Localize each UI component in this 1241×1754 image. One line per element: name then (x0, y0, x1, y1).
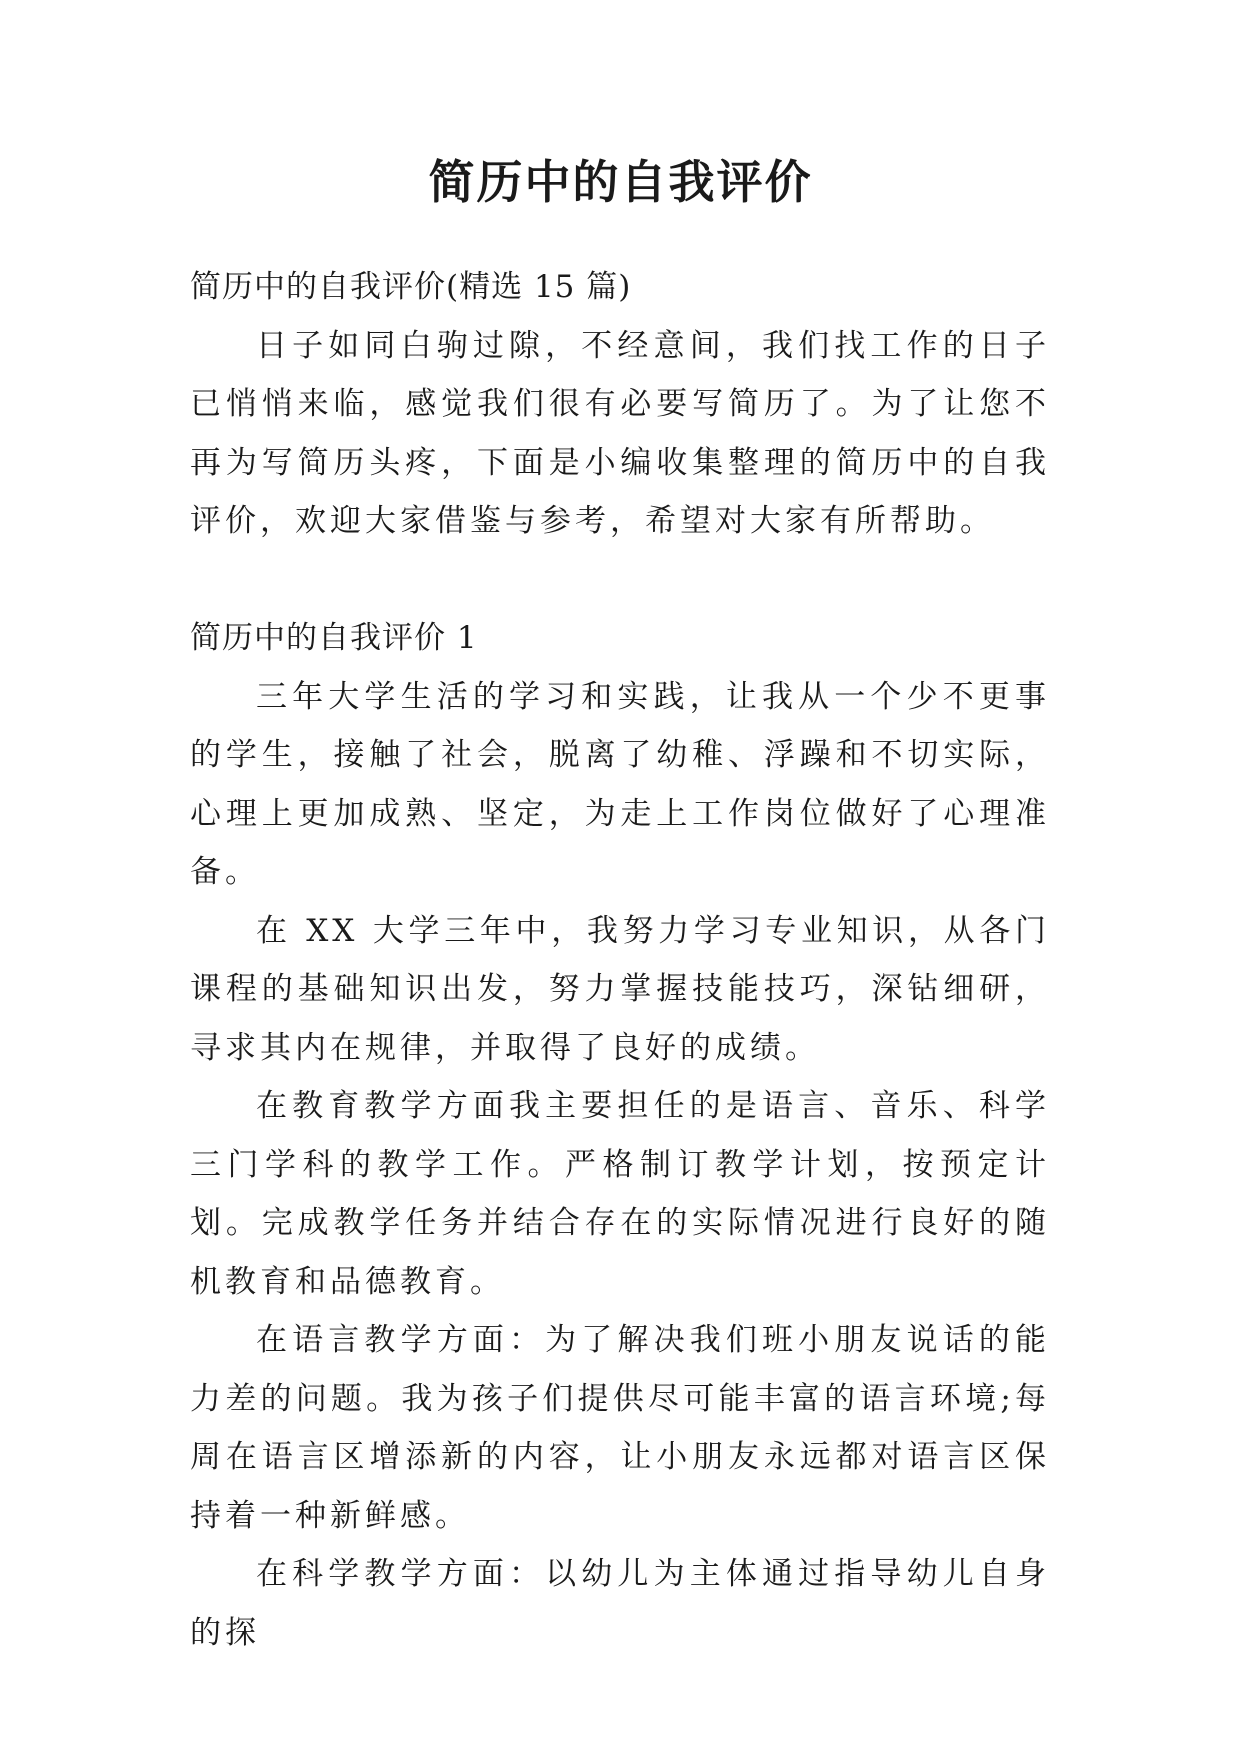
body-paragraph: 三年大学生活的学习和实践，让我从一个少不更事的学生，接触了社会，脱离了幼稚、浮躁和不切实际，心理上更加成熟、坚定，为走上工作岗位做好了心理准备。 (190, 678, 1050, 890)
body-paragraph: 在科学教学方面：以幼儿为主体通过指导幼儿自身的探 (190, 1556, 1050, 1651)
body-paragraph: 在教育教学方面我主要担任的是语言、音乐、科学三门学科的教学工作。严格制订教学计划，按预定计划。完成教学任务并结合存在的实际情况进行良好的随机教育和品德教育。 (190, 1088, 1050, 1300)
body-paragraph: 在语言教学方面：为了解决我们班小朋友说话的能力差的问题。我为孩子们提供尽可能丰富的语言环境;每周在语言区增添新的内容，让小朋友永远都对语言区保持着一种新鲜感。 (190, 1322, 1050, 1534)
section-heading: 简历中的自我评价 1 (190, 620, 478, 656)
intro-paragraph: 日子如同白驹过隙，不经意间，我们找工作的日子已悄悄来临，感觉我们很有必要写简历了。为了让您不再为写简历头疼，下面是小编收集整理的简历中的自我评价，欢迎大家借鉴与参考，希望对大家有所帮助。 (190, 327, 1050, 539)
body-paragraph: 在 XX 大学三年中，我努力学习专业知识，从各门课程的基础知识出发，努力掌握技能技巧，深钻细研，寻求其内在规律，并取得了良好的成绩。 (190, 912, 1050, 1066)
document-title: 简历中的自我评价 (428, 155, 813, 209)
blank-line (190, 551, 1050, 610)
subtitle-line: 简历中的自我评价(精选 15 篇) (190, 269, 632, 305)
document-body (190, 258, 1050, 1662)
